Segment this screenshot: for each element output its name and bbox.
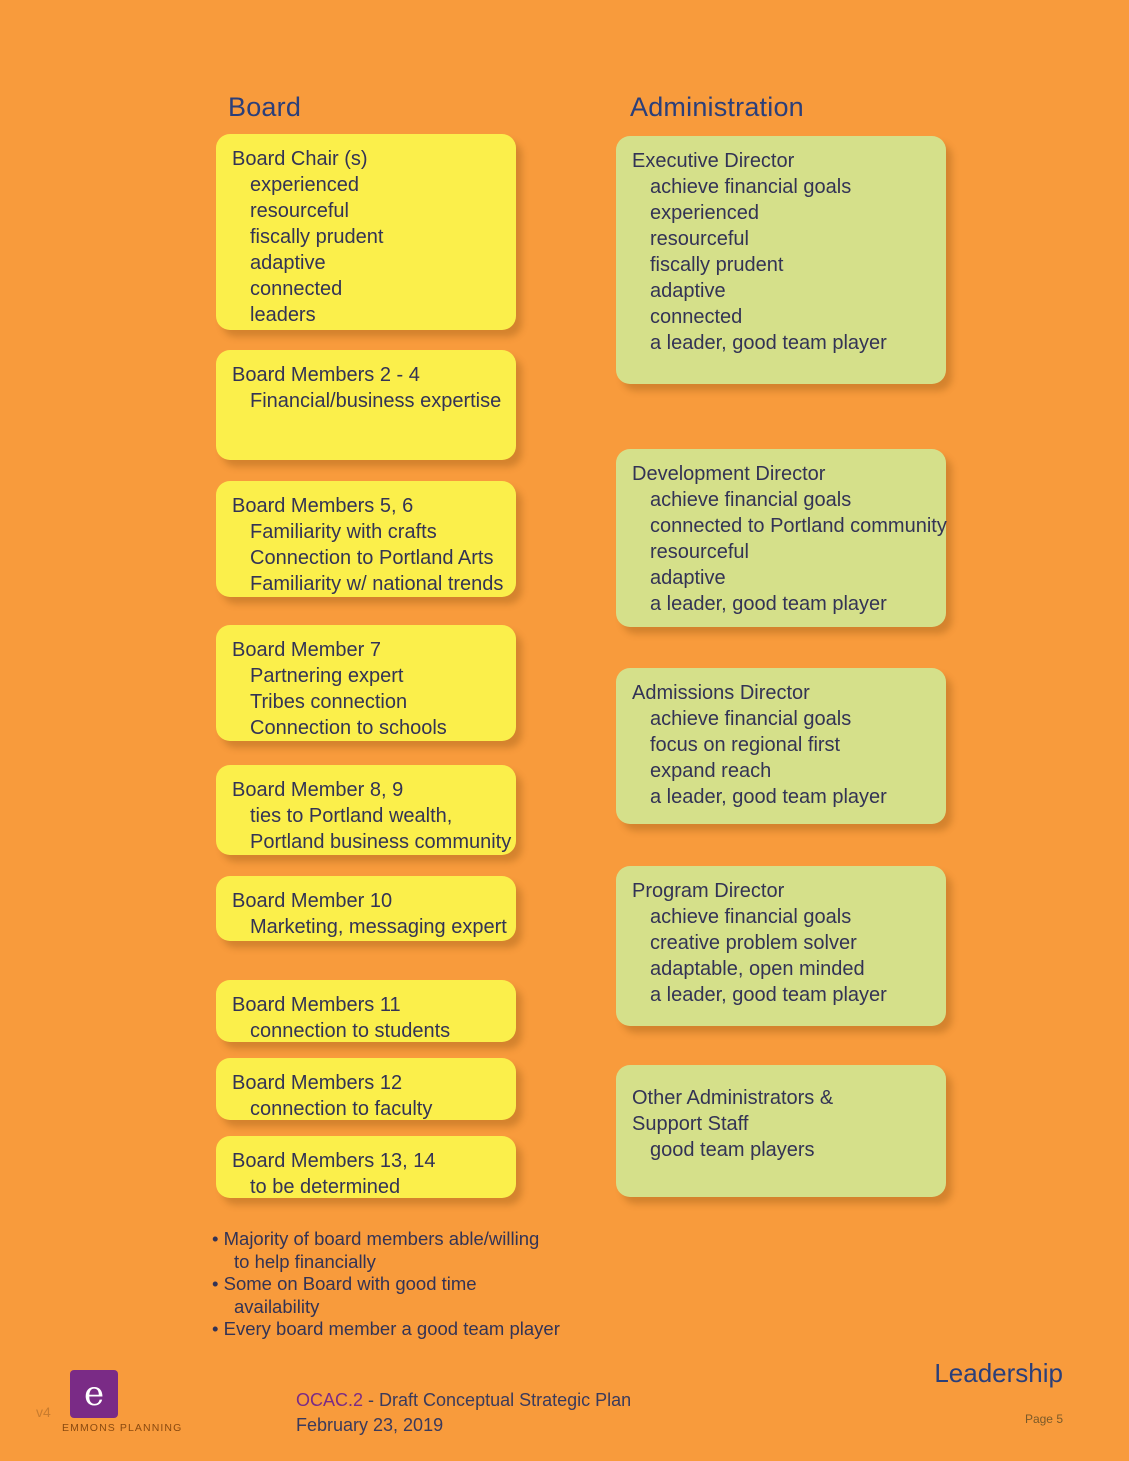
card-item: resourceful [250, 200, 349, 222]
card-heading: Board Members 12 [232, 1072, 403, 1094]
card-item: leaders [250, 304, 316, 326]
card-program-director[interactable] [616, 866, 946, 1026]
card-heading: Admissions Director [632, 682, 810, 704]
footer-doc-info [296, 1388, 631, 1438]
page-number: Page 5 [1024, 1412, 1063, 1426]
card-item: Familiarity with crafts [250, 521, 437, 543]
card-item: a leader, good team player [650, 332, 887, 354]
card-heading: Program Director [632, 880, 785, 902]
card-board-member-10[interactable] [216, 876, 516, 941]
card-heading: Board Member 7 [232, 639, 381, 661]
logo-caption: EMMONS PLANNING [62, 1422, 183, 1434]
card-item: ties to Portland wealth, [250, 805, 453, 827]
card-heading: Board Chair (s) [232, 148, 368, 170]
card-item: achieve financial goals [650, 708, 852, 730]
list-item: • Majority of board members able/willing to help financially [212, 1228, 540, 1272]
board-column-title: Board [228, 92, 302, 122]
card-item: achieve financial goals [650, 176, 852, 198]
card-heading: Executive Director [632, 150, 795, 172]
card-item: Partnering expert [250, 665, 404, 687]
card-heading-line2: Support Staff [632, 1113, 749, 1135]
card-board-chair[interactable] [216, 134, 516, 330]
card-heading: Board Members 13, 14 [232, 1150, 436, 1172]
card-heading: Board Members 11 [232, 994, 401, 1016]
card-board-members-12[interactable] [216, 1058, 516, 1120]
card-item: Tribes connection [250, 691, 408, 713]
card-board-members-11[interactable] [216, 980, 516, 1042]
card-item: a leader, good team player [650, 984, 887, 1006]
card-item: creative problem solver [650, 932, 857, 954]
card-board-members-2-4[interactable] [216, 350, 516, 460]
card-item: Connection to schools [250, 717, 447, 739]
card-item: connected [650, 306, 743, 328]
card-item: Financial/business expertise [250, 390, 502, 412]
section-label-leadership: Leadership [934, 1358, 1063, 1388]
card-heading: Board Member 8, 9 [232, 779, 404, 801]
card-executive-director[interactable] [616, 136, 946, 384]
footer-date: February 23, 2019 [296, 1415, 444, 1435]
card-item: Connection to Portland Arts [250, 547, 494, 569]
card-item: resourceful [650, 228, 749, 250]
card-board-members-13-14[interactable] [216, 1136, 516, 1198]
card-other-administrators[interactable] [616, 1065, 946, 1197]
card-item: adaptive [250, 252, 326, 274]
footer-doc-code: OCAC.2 [296, 1390, 364, 1410]
card-item: a leader, good team player [650, 593, 887, 615]
logo-letter: e [83, 1374, 105, 1414]
card-item: adaptive [650, 280, 726, 302]
card-heading: Other Administrators & [632, 1087, 834, 1109]
list-item: • Some on Board with good time availability [212, 1273, 477, 1317]
card-item: connected [250, 278, 343, 300]
card-item: experienced [650, 202, 759, 224]
footer-doc-title: - Draft Conceptual Strategic Plan [363, 1390, 632, 1410]
card-heading: Development Director [632, 463, 826, 485]
card-item: Familiarity w/ national trends [250, 573, 504, 595]
card-item: achieve financial goals [650, 489, 852, 511]
card-item: a leader, good team player [650, 786, 887, 808]
administration-column-title: Administration [630, 92, 804, 122]
card-item: Marketing, messaging expert [250, 916, 507, 938]
card-admissions-director[interactable] [616, 668, 946, 824]
card-item: connected to Portland community [650, 515, 947, 537]
card-board-member-7[interactable] [216, 625, 516, 741]
list-item: • Every board member a good team player [212, 1318, 560, 1339]
card-board-member-8-9[interactable] [216, 765, 516, 855]
card-board-members-5-6[interactable] [216, 481, 516, 597]
card-item: fiscally prudent [250, 226, 384, 248]
card-heading: Board Members 5, 6 [232, 495, 414, 517]
card-item: expand reach [650, 760, 772, 782]
card-development-director[interactable] [616, 449, 946, 627]
card-item: good team players [650, 1139, 815, 1161]
card-item: adaptable, open minded [650, 958, 865, 980]
card-item: focus on regional first [650, 734, 841, 756]
card-item: experienced [250, 174, 359, 196]
card-item: fiscally prudent [650, 254, 784, 276]
card-item: connection to students [250, 1020, 451, 1042]
card-item: to be determined [250, 1176, 401, 1198]
card-heading: Board Members 2 - 4 [232, 364, 420, 386]
card-item: connection to faculty [250, 1098, 433, 1120]
version-label: v4 [36, 1404, 51, 1420]
board-notes-list [212, 1228, 632, 1341]
card-item: Portland business community [250, 831, 512, 853]
card-item: resourceful [650, 541, 749, 563]
card-item: adaptive [650, 567, 726, 589]
emmons-logo-icon [70, 1370, 118, 1418]
card-item: achieve financial goals [650, 906, 852, 928]
card-heading: Board Member 10 [232, 890, 393, 912]
